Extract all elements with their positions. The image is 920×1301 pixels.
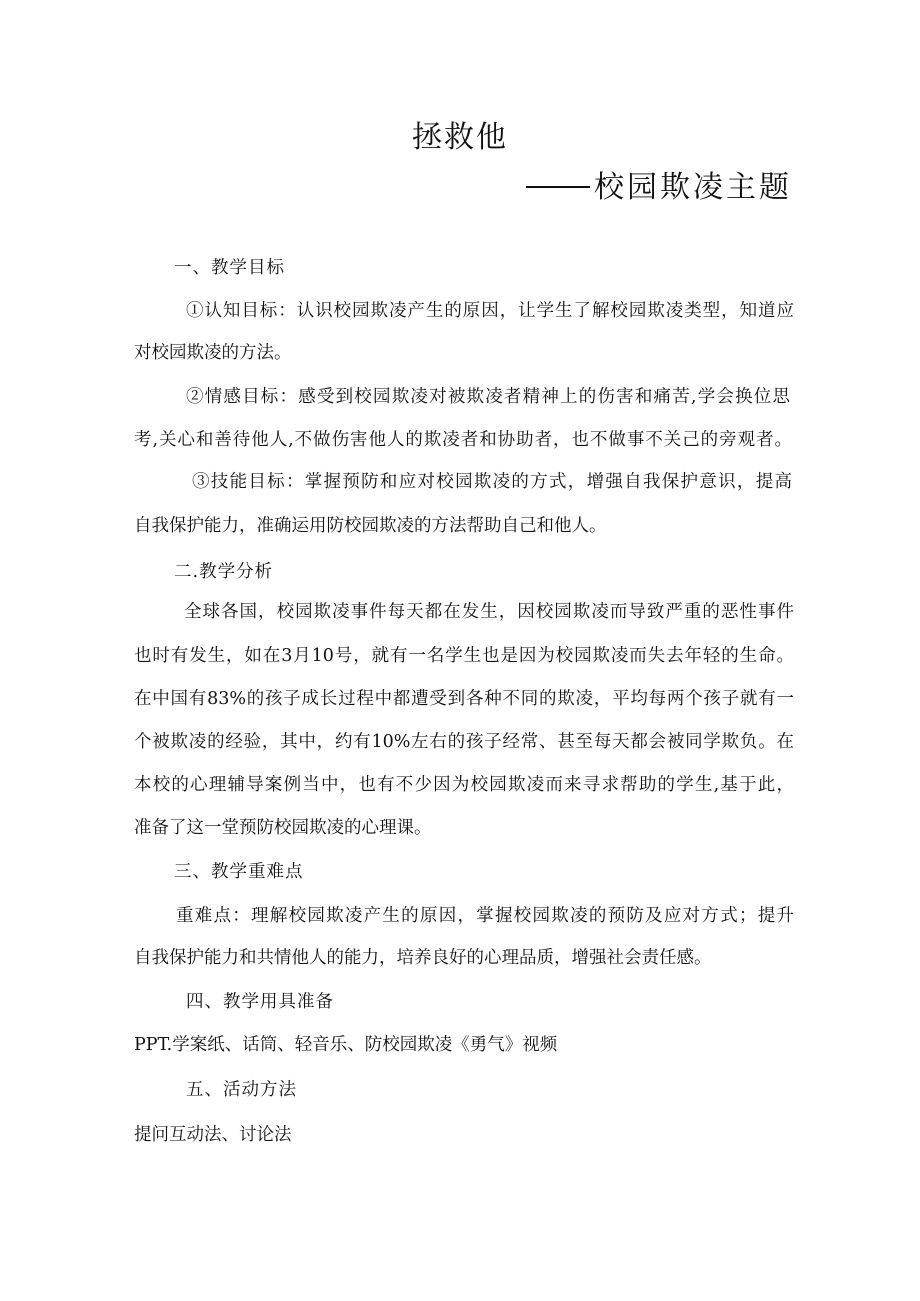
paragraph-line: 全球各国，校园欺凌事件每天都在发生，因校园欺凌而导致严重的恶性事件 — [184, 602, 794, 622]
paragraph-line: 自我保护能力和共情他人的能力，培养良好的心理品质，增强社会责任感。 — [134, 948, 712, 968]
paragraph-line: 重难点：理解校园欺凌产生的原因，掌握校园欺凌的预防及应对方式；提升 — [176, 906, 794, 926]
paragraph-line: 对校园欺凌的方法。 — [134, 343, 292, 363]
document-title: 拯救他 — [412, 120, 508, 155]
paragraph-line: ③技能目标：掌握预防和应对校园欺凌的方式，增强自我保护意识，提高 — [192, 472, 792, 492]
paragraph-line: ②情感目标：感受到校园欺凌对被欺凌者精神上的伤害和痛苦,学会换位思 — [186, 387, 790, 407]
paragraph-line: 考,关心和善待他人,不做伤害他人的欺凌者和协助者，也不做事不关己的旁观者。 — [134, 430, 792, 450]
paragraph-line: 个被欺凌的经验，其中，约有10%左右的孩子经常、甚至每天都会被同学欺负。在 — [134, 732, 794, 752]
section-heading-methods: 五、活动方法 — [186, 1080, 297, 1100]
section-heading-materials: 四、教学用具准备 — [186, 992, 334, 1012]
section-heading-analysis: 二.教学分析 — [174, 562, 274, 582]
dash-decoration — [526, 186, 590, 188]
paragraph-line: 提问互动法、讨论法 — [134, 1125, 292, 1145]
paragraph-line: PPT.学案纸、话筒、轻音乐、防校园欺凌《勇气》视频 — [134, 1035, 558, 1055]
document-subtitle — [526, 162, 792, 206]
section-heading-objectives: 一、教学目标 — [174, 258, 285, 278]
subtitle-text: 校园欺凌主题 — [594, 170, 792, 205]
paragraph-line: 在中国有83%的孩子成长过程中都遭受到各种不同的欺凌，平均每两个孩子就有一 — [134, 689, 794, 709]
paragraph-line: 本校的心理辅导案例当中，也有不少因为校园欺凌而来寻求帮助的学生,基于此， — [134, 775, 794, 795]
paragraph-line: 准备了这一堂预防校园欺凌的心理课。 — [134, 818, 432, 838]
paragraph-line: 自我保护能力，准确运用防校园欺凌的方法帮助自己和他人。 — [134, 516, 607, 536]
paragraph-line: ①认知目标：认识校园欺凌产生的原因，让学生了解校园欺凌类型，知道应 — [186, 301, 794, 321]
section-heading-key-points: 三、教学重难点 — [174, 862, 304, 882]
paragraph-line: 也时有发生，如在3月10号，就有一名学生也是因为校园欺凌而失去年轻的生命。 — [134, 646, 794, 666]
